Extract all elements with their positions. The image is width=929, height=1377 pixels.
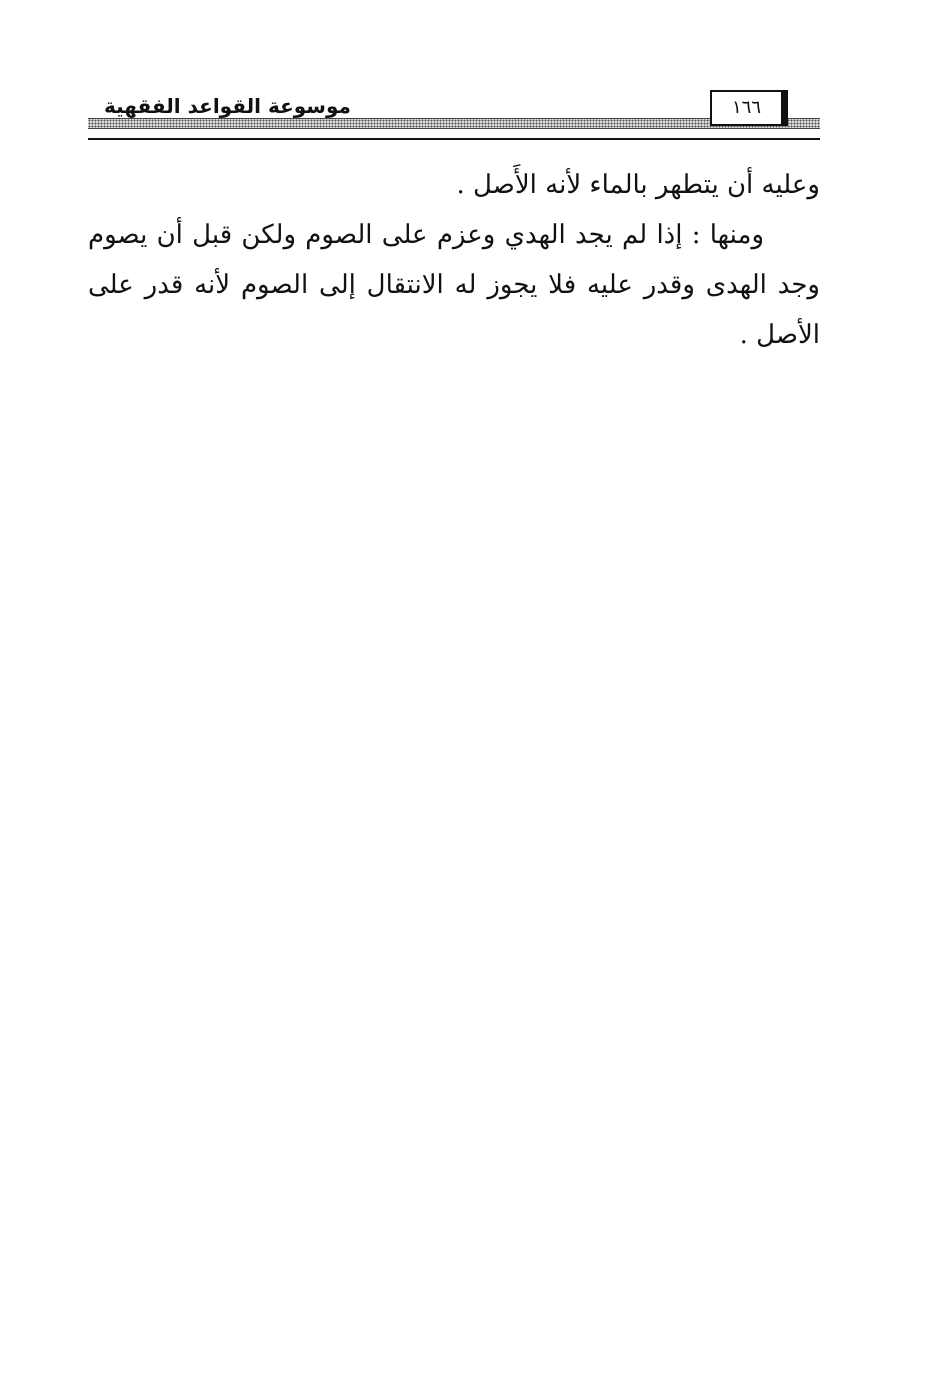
- body-text: [88, 160, 820, 360]
- paragraph: وعليه أن يتطهر بالماء لأنه الأَصل .: [456, 170, 820, 200]
- page-number-box: [710, 90, 788, 126]
- page-number: ١٦٦: [731, 97, 761, 118]
- header-rule: [88, 138, 820, 140]
- book-title: موسوعة القواعد الفقهية: [104, 94, 351, 118]
- page-header: [88, 86, 820, 142]
- paragraph: ومنها : إذا لم يجد الهدي وعزم على الصوم ولكن قبل أن يصوم وجد الهدى وقدر عليه فلا يجوز له الانتقال إلى الصوم لأنه قدر على الأصل .: [88, 220, 820, 350]
